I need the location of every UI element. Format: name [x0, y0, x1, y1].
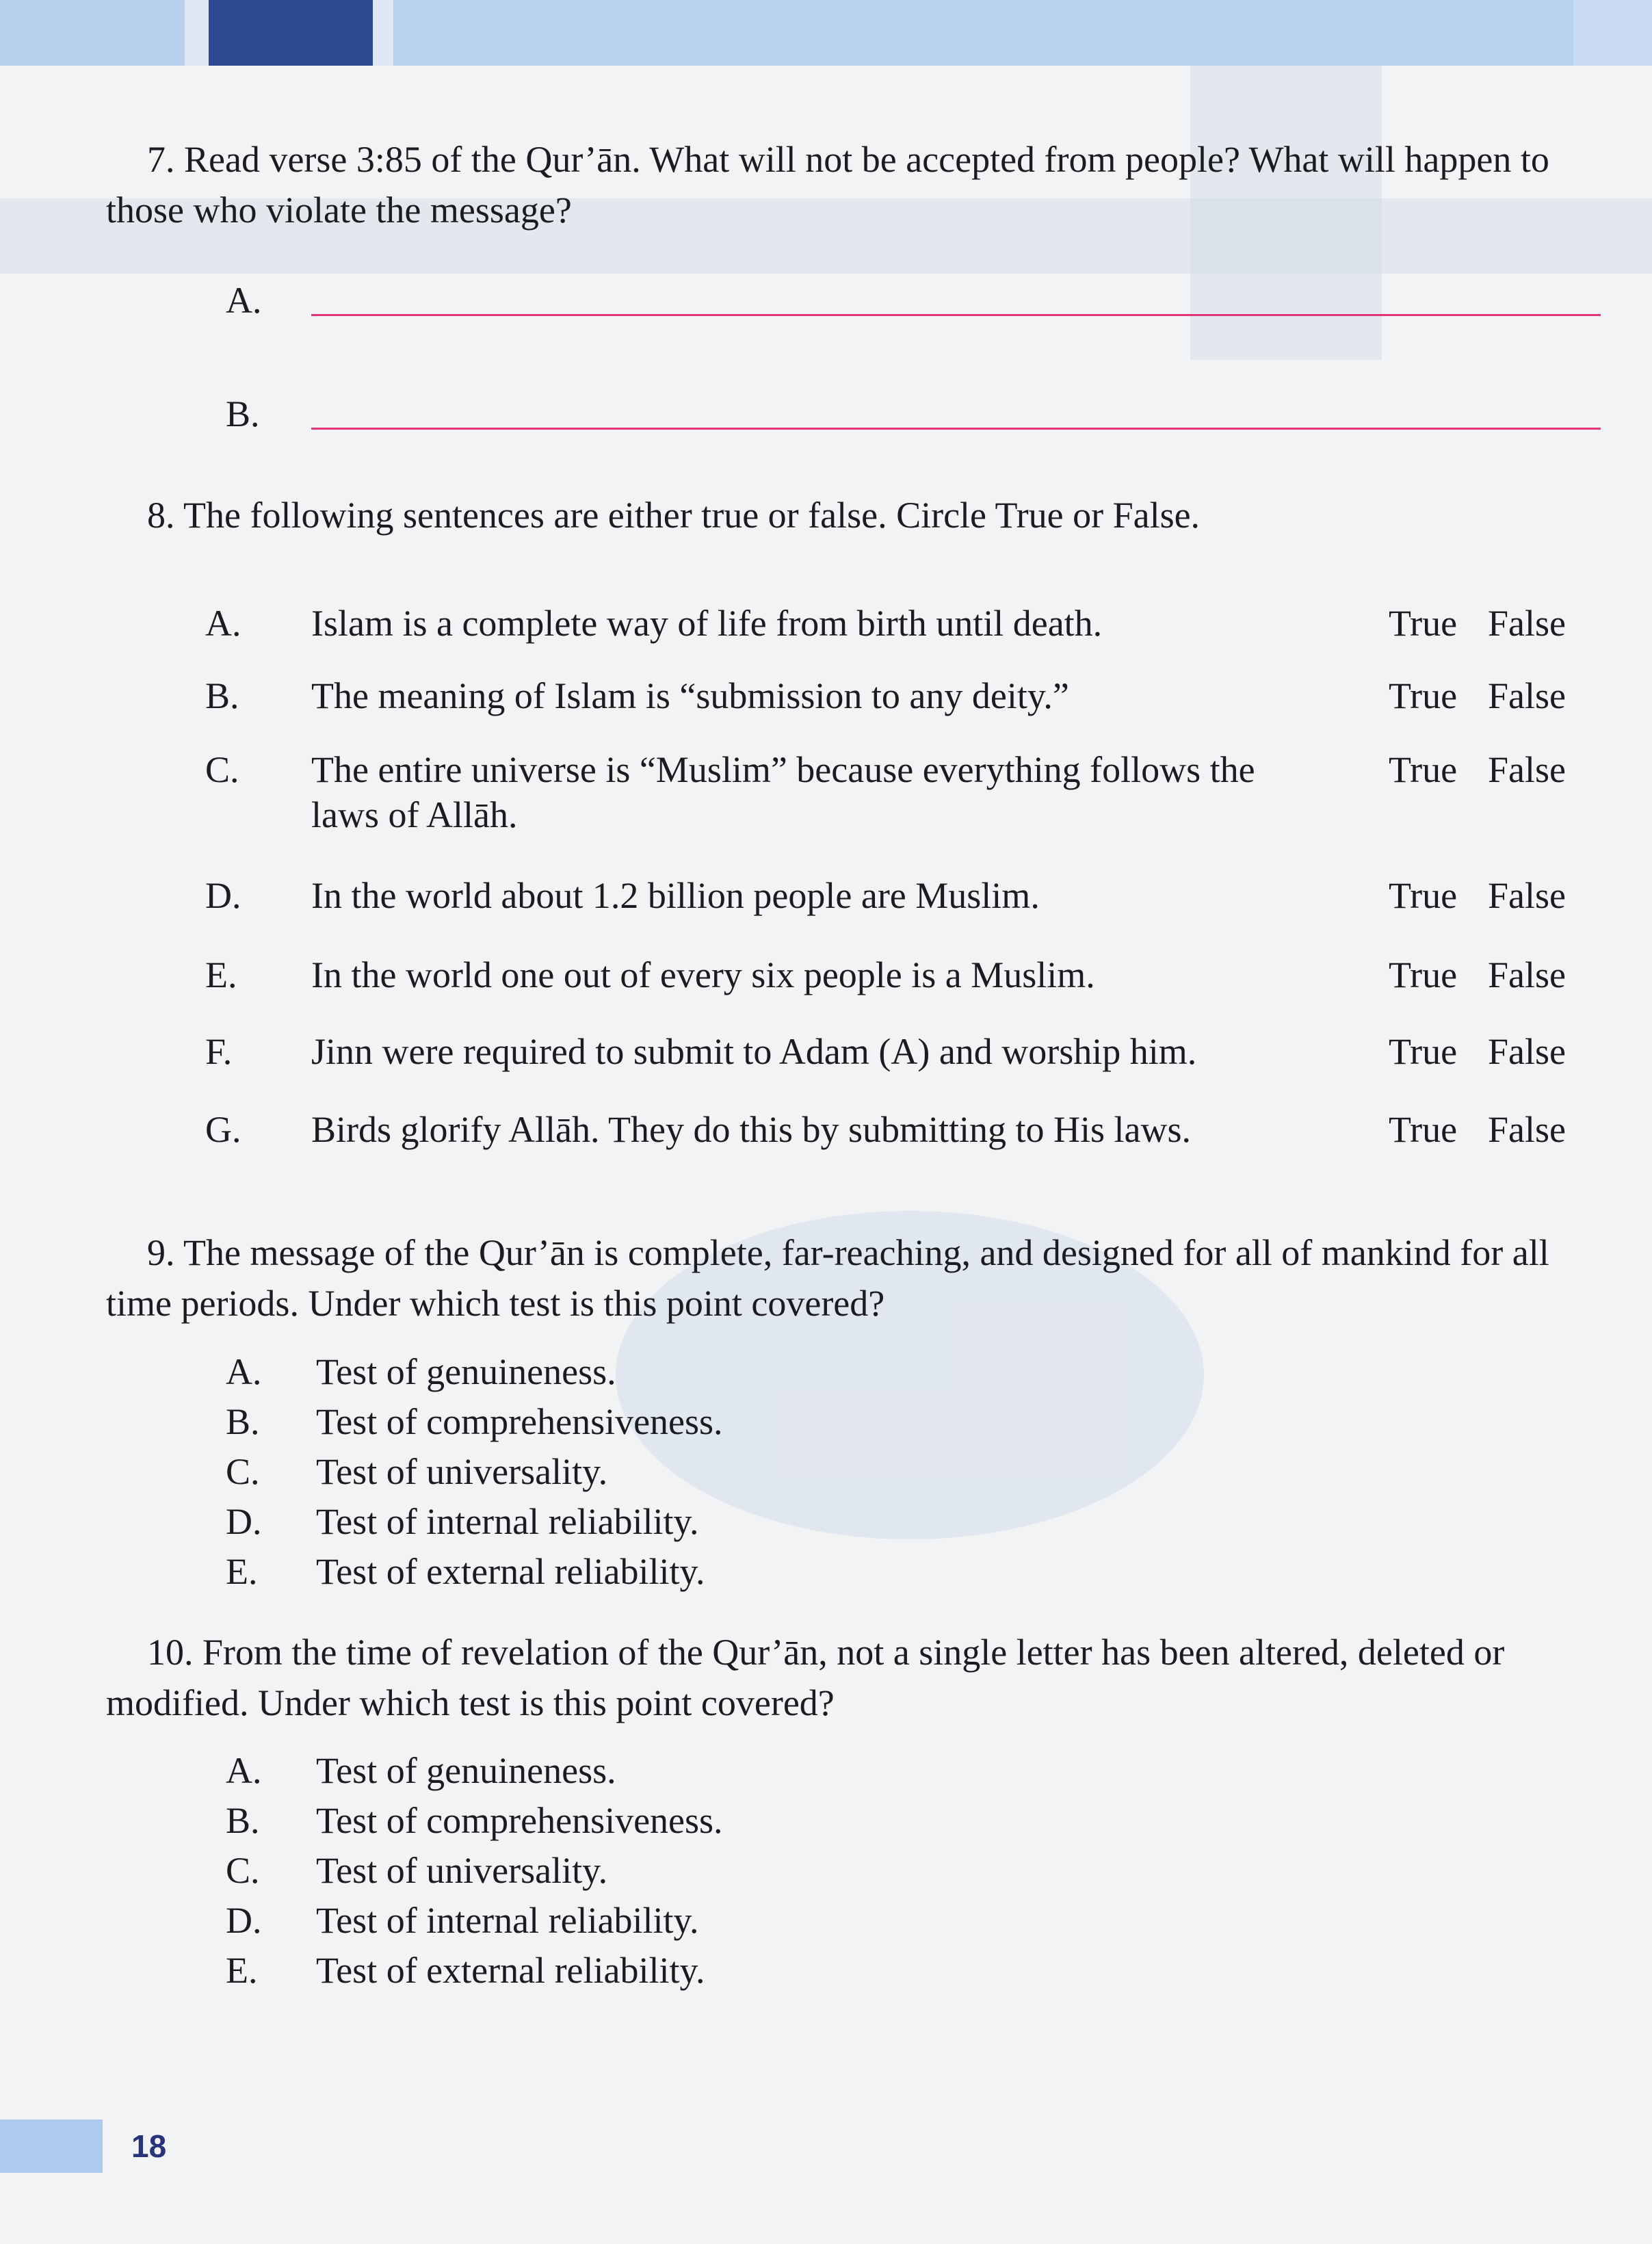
true-option[interactable]: True: [1389, 1109, 1458, 1150]
tf-statement-line1: The entire universe is “Muslim” because everything follows the: [311, 749, 1255, 790]
false-option[interactable]: False: [1488, 875, 1566, 916]
tf-statement: The meaning of Islam is “submission to any deity.”: [311, 675, 1069, 716]
question-7: [106, 134, 1611, 235]
question-9: [106, 1227, 1611, 1329]
option-letter: B.: [226, 1800, 260, 1841]
true-option[interactable]: True: [1389, 749, 1458, 790]
tf-letter: G.: [205, 1109, 241, 1150]
tf-letter: D.: [205, 875, 241, 916]
question-9-line1: 9. The message of the Qur’ān is complete, far-reaching, and designed for all of mankind for all: [147, 1232, 1549, 1273]
false-option[interactable]: False: [1488, 675, 1566, 716]
true-option[interactable]: True: [1389, 954, 1458, 995]
false-option[interactable]: False: [1488, 1031, 1566, 1072]
tf-letter: F.: [205, 1031, 233, 1072]
tf-letter: B.: [205, 675, 239, 716]
header-block: [0, 0, 185, 66]
option-text: Test of comprehensiveness.: [316, 1401, 723, 1442]
tf-statement: Birds glorify Allāh. They do this by submitting to His laws.: [311, 1109, 1192, 1150]
true-option[interactable]: True: [1389, 875, 1458, 916]
question-8-prompt: 8. The following sentences are either true or false. Circle True or False.: [147, 495, 1201, 536]
true-option[interactable]: True: [1389, 603, 1458, 644]
question-10: [106, 1627, 1611, 1728]
question-10-line2: modified. Under which test is this point covered?: [106, 1682, 835, 1723]
true-option[interactable]: True: [1389, 675, 1458, 716]
tf-statement-line2: laws of Allāh.: [311, 794, 518, 835]
true-option[interactable]: True: [1389, 1031, 1458, 1072]
tf-statement: In the world about 1.2 billion people are Muslim.: [311, 875, 1040, 916]
option-text: Test of genuineness.: [316, 1750, 616, 1791]
tf-letter: E.: [205, 954, 237, 995]
question-7-line1: 7. Read verse 3:85 of the Qur’ān. What will not be accepted from people? What will happen to: [147, 139, 1549, 180]
option-text: Test of genuineness.: [316, 1351, 616, 1392]
question-8: [106, 490, 1611, 540]
header-band: [0, 0, 1652, 66]
answer-label-a: A.: [226, 280, 262, 321]
false-option[interactable]: False: [1488, 1109, 1566, 1150]
false-option[interactable]: False: [1488, 603, 1566, 644]
option-letter: A.: [226, 1750, 262, 1791]
option-letter: B.: [226, 1401, 260, 1442]
answer-line-b[interactable]: [311, 428, 1601, 430]
option-text: Test of internal reliability.: [316, 1900, 699, 1941]
page-number-tab: [0, 2119, 103, 2173]
option-letter: E.: [226, 1551, 258, 1592]
header-block: [1573, 0, 1652, 66]
tf-letter: A.: [205, 603, 241, 644]
false-option[interactable]: False: [1488, 749, 1566, 790]
option-letter: C.: [226, 1451, 260, 1492]
tf-statement: In the world one out of every six people is a Muslim.: [311, 954, 1095, 995]
header-block: [393, 0, 1652, 66]
option-text: Test of universality.: [316, 1451, 608, 1492]
tf-statement: Jinn were required to submit to Adam (A) and worship him.: [311, 1031, 1197, 1072]
question-10-line1: 10. From the time of revelation of the Qur’ān, not a single letter has been altered, deleted or: [147, 1632, 1505, 1673]
option-text: Test of universality.: [316, 1850, 608, 1891]
option-letter: A.: [226, 1351, 262, 1392]
option-text: Test of internal reliability.: [316, 1501, 699, 1542]
question-7-line2: those who violate the message?: [106, 190, 572, 231]
option-letter: D.: [226, 1501, 262, 1542]
question-9-line2: time periods. Under which test is this point covered?: [106, 1283, 885, 1324]
false-option[interactable]: False: [1488, 954, 1566, 995]
tf-statement: Islam is a complete way of life from birth until death.: [311, 603, 1103, 644]
option-text: Test of external reliability.: [316, 1950, 705, 1991]
option-text: Test of external reliability.: [316, 1551, 705, 1592]
answer-label-b: B.: [226, 393, 260, 434]
tf-statement: [311, 747, 1502, 837]
option-text: Test of comprehensiveness.: [316, 1800, 723, 1841]
option-letter: E.: [226, 1950, 258, 1991]
option-letter: D.: [226, 1900, 262, 1941]
option-letter: C.: [226, 1850, 260, 1891]
header-block-dark: [209, 0, 373, 66]
page-number: 18: [131, 2128, 167, 2164]
tf-letter: C.: [205, 749, 239, 790]
answer-line-a[interactable]: [311, 314, 1601, 316]
